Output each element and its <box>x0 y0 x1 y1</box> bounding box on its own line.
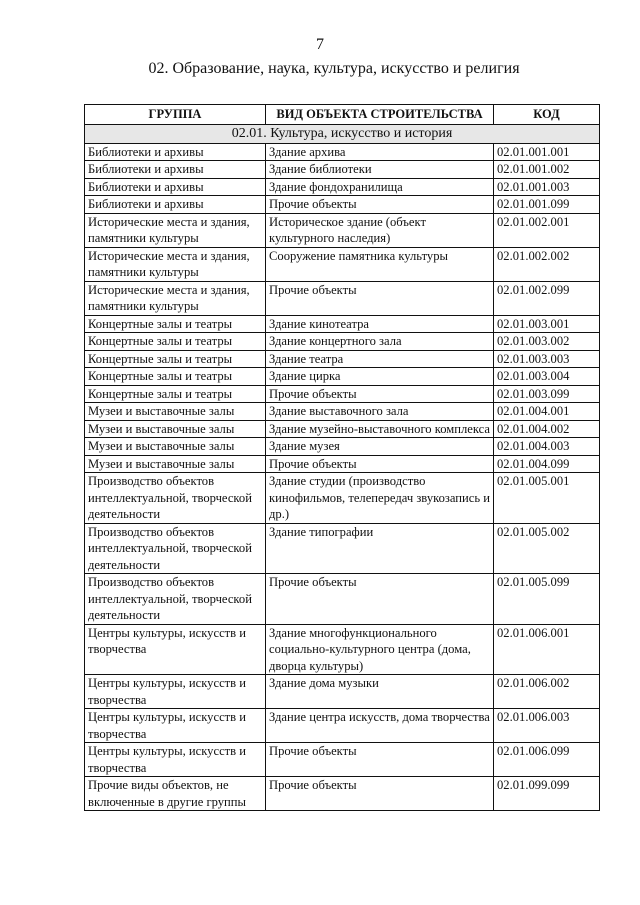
cell-code: 02.01.004.002 <box>494 420 600 438</box>
cell-object-type: Здание фондохранилища <box>266 178 494 196</box>
cell-object-type: Здание концертного зала <box>266 333 494 351</box>
table-row <box>85 385 600 403</box>
cell-group: Исторические места и здания, памятники культуры <box>85 213 266 247</box>
cell-object-type: Прочие объекты <box>266 777 494 811</box>
table-row <box>85 143 600 161</box>
cell-code: 02.01.001.003 <box>494 178 600 196</box>
table-body <box>85 143 600 811</box>
table-row <box>85 438 600 456</box>
page-number: 7 <box>316 36 324 53</box>
cell-group: Исторические места и здания, памятники культуры <box>85 281 266 315</box>
cell-code: 02.01.006.001 <box>494 624 600 675</box>
cell-object-type: Здание типографии <box>266 523 494 574</box>
section-title: 02. Образование, наука, культура, искусство и религия <box>148 60 520 77</box>
cell-group: Исторические места и здания, памятники культуры <box>85 247 266 281</box>
subsection-title: 02.01. Культура, искусство и история <box>85 124 600 143</box>
table-row <box>85 420 600 438</box>
cell-code: 02.01.099.099 <box>494 777 600 811</box>
cell-object-type: Сооружение памятника культуры <box>266 247 494 281</box>
cell-code: 02.01.006.003 <box>494 709 600 743</box>
table-row <box>85 213 600 247</box>
cell-code: 02.01.003.001 <box>494 315 600 333</box>
table-header-row <box>85 105 600 125</box>
table-row <box>85 350 600 368</box>
table-row <box>85 333 600 351</box>
cell-object-type: Здание музейно-выставочного комплекса <box>266 420 494 438</box>
table-row <box>85 675 600 709</box>
cell-code: 02.01.004.001 <box>494 403 600 421</box>
cell-code: 02.01.001.002 <box>494 161 600 179</box>
cell-code: 02.01.004.003 <box>494 438 600 456</box>
subsection-header-row <box>85 124 600 143</box>
table-row <box>85 624 600 675</box>
cell-group: Библиотеки и архивы <box>85 178 266 196</box>
table-row <box>85 247 600 281</box>
cell-object-type: Историческое здание (объект культурного наследия) <box>266 213 494 247</box>
cell-object-type: Здание архива <box>266 143 494 161</box>
table-row <box>85 574 600 625</box>
cell-object-type: Здание цирка <box>266 368 494 386</box>
cell-object-type: Здание музея <box>266 438 494 456</box>
cell-object-type: Здание студии (производство кинофильмов, телепередач звукозапись и др.) <box>266 473 494 524</box>
cell-code: 02.01.005.002 <box>494 523 600 574</box>
column-header-code: КОД <box>494 105 600 125</box>
cell-object-type: Здание выставочного зала <box>266 403 494 421</box>
table-row <box>85 709 600 743</box>
table-row <box>85 777 600 811</box>
cell-code: 02.01.006.002 <box>494 675 600 709</box>
cell-code: 02.01.004.099 <box>494 455 600 473</box>
cell-group: Производство объектов интеллектуальной, творческой деятельности <box>85 574 266 625</box>
cell-code: 02.01.005.001 <box>494 473 600 524</box>
cell-code: 02.01.001.001 <box>494 143 600 161</box>
cell-code: 02.01.001.099 <box>494 196 600 214</box>
cell-group: Музеи и выставочные залы <box>85 403 266 421</box>
cell-group: Центры культуры, искусств и творчества <box>85 675 266 709</box>
cell-code: 02.01.003.002 <box>494 333 600 351</box>
cell-group: Библиотеки и архивы <box>85 196 266 214</box>
table-row <box>85 281 600 315</box>
cell-group: Концертные залы и театры <box>85 368 266 386</box>
cell-group: Музеи и выставочные залы <box>85 438 266 456</box>
cell-group: Центры культуры, искусств и творчества <box>85 709 266 743</box>
cell-group: Производство объектов интеллектуальной, творческой деятельности <box>85 473 266 524</box>
cell-code: 02.01.006.099 <box>494 743 600 777</box>
column-header-group: ГРУППА <box>85 105 266 125</box>
cell-code: 02.01.003.004 <box>494 368 600 386</box>
cell-object-type: Прочие объекты <box>266 574 494 625</box>
cell-object-type: Здание театра <box>266 350 494 368</box>
table-row <box>85 523 600 574</box>
cell-object-type: Здание центра искусств, дома творчества <box>266 709 494 743</box>
cell-code: 02.01.002.002 <box>494 247 600 281</box>
cell-object-type: Здание библиотеки <box>266 161 494 179</box>
cell-code: 02.01.003.099 <box>494 385 600 403</box>
cell-code: 02.01.005.099 <box>494 574 600 625</box>
table-row <box>85 455 600 473</box>
table-row <box>85 403 600 421</box>
cell-group: Прочие виды объектов, не включенные в другие группы <box>85 777 266 811</box>
cell-group: Концертные залы и театры <box>85 385 266 403</box>
cell-object-type: Прочие объекты <box>266 455 494 473</box>
cell-group: Концертные залы и театры <box>85 333 266 351</box>
cell-group: Центры культуры, искусств и творчества <box>85 743 266 777</box>
cell-object-type: Здание дома музыки <box>266 675 494 709</box>
cell-group: Библиотеки и архивы <box>85 143 266 161</box>
cell-group: Библиотеки и архивы <box>85 161 266 179</box>
cell-group: Концертные залы и театры <box>85 350 266 368</box>
cell-object-type: Здание кинотеатра <box>266 315 494 333</box>
table-row <box>85 743 600 777</box>
cell-object-type: Прочие объекты <box>266 385 494 403</box>
table-row <box>85 161 600 179</box>
cell-object-type: Прочие объекты <box>266 743 494 777</box>
table-row <box>85 196 600 214</box>
cell-code: 02.01.002.001 <box>494 213 600 247</box>
cell-object-type: Здание многофункционального социально-культурного центра (дома, дворца культуры) <box>266 624 494 675</box>
classification-table <box>84 104 600 811</box>
cell-group: Концертные залы и театры <box>85 315 266 333</box>
cell-group: Производство объектов интеллектуальной, творческой деятельности <box>85 523 266 574</box>
cell-object-type: Прочие объекты <box>266 281 494 315</box>
cell-group: Музеи и выставочные залы <box>85 420 266 438</box>
cell-code: 02.01.003.003 <box>494 350 600 368</box>
cell-object-type: Прочие объекты <box>266 196 494 214</box>
table-row <box>85 315 600 333</box>
cell-group: Центры культуры, искусств и творчества <box>85 624 266 675</box>
column-header-object-type: ВИД ОБЪЕКТА СТРОИТЕЛЬСТВА <box>266 105 494 125</box>
cell-code: 02.01.002.099 <box>494 281 600 315</box>
table-row <box>85 178 600 196</box>
table-row <box>85 368 600 386</box>
cell-group: Музеи и выставочные залы <box>85 455 266 473</box>
table-row <box>85 473 600 524</box>
